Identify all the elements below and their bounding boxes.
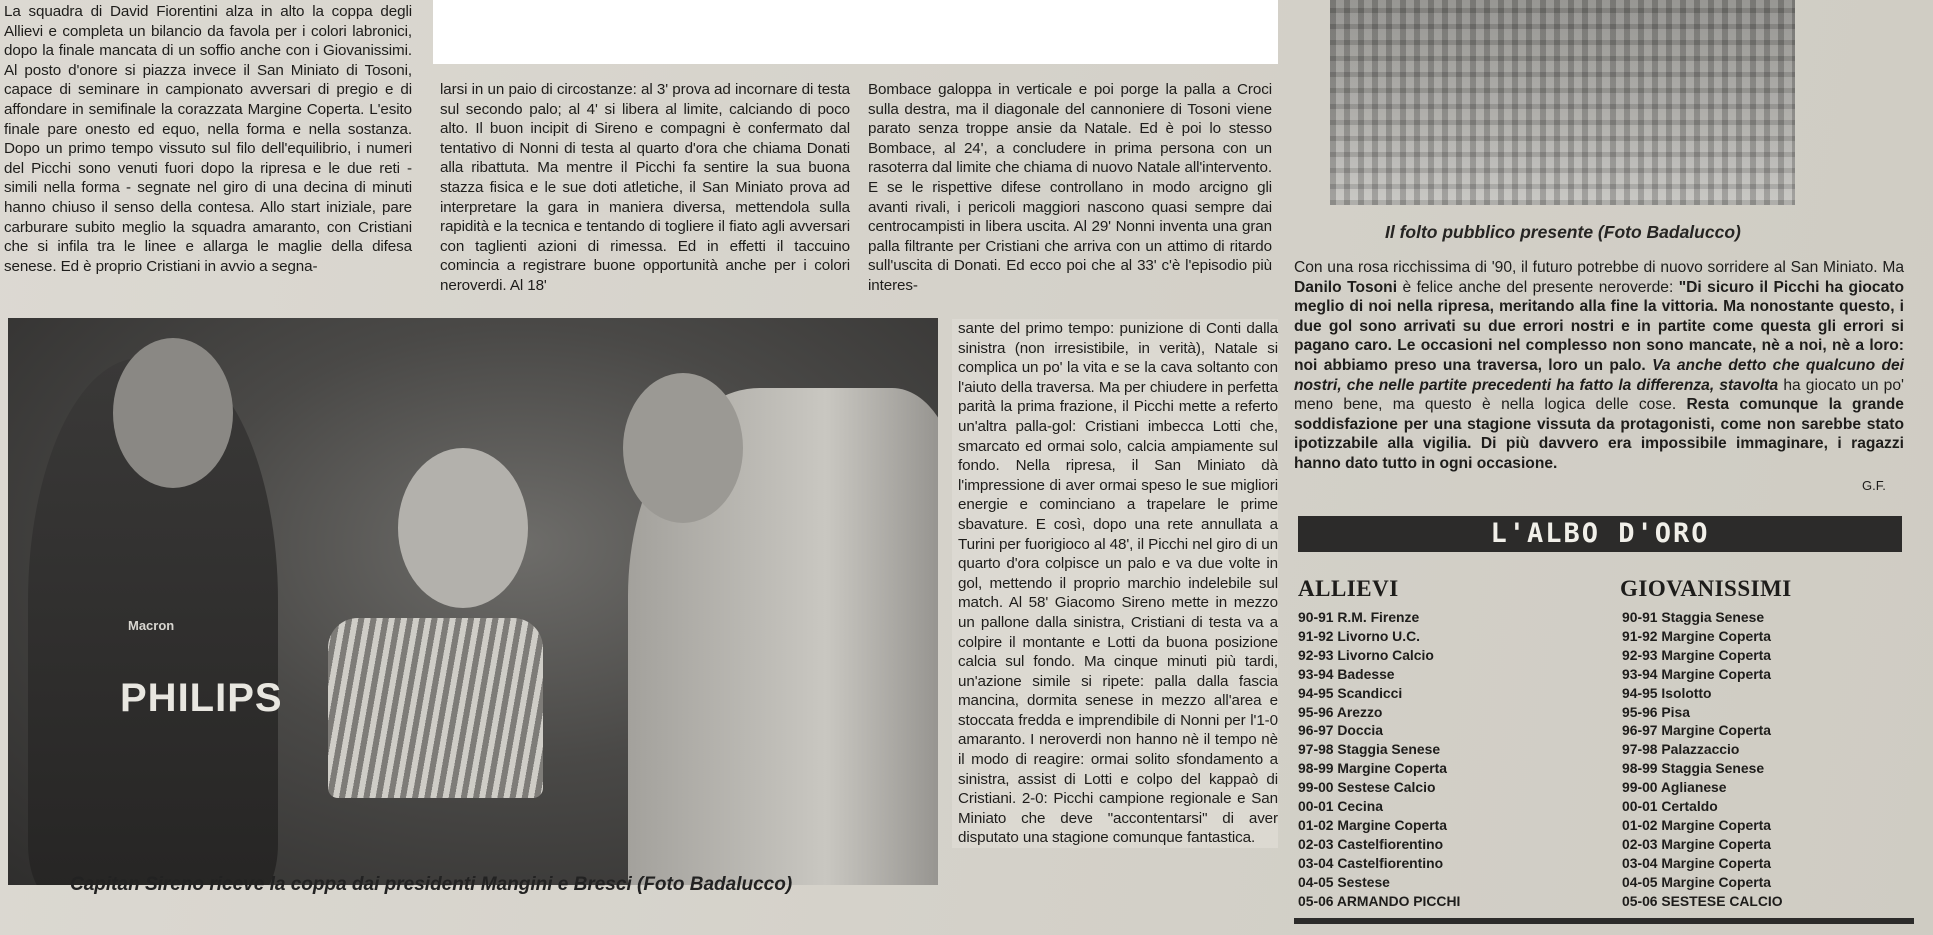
list-item: 90-91 R.M. Firenze <box>1298 609 1420 625</box>
giovanissimi-heading: GIOVANISSIMI <box>1620 576 1792 601</box>
list-item: 04-05 Margine Coperta <box>1622 873 1771 890</box>
list-item: 99-00 Aglianese <box>1622 779 1727 796</box>
interview-quote-2: Va anche detto che qualcuno dei nostri, che nelle partite precedenti ha fatto la differenza, stavolta <box>1294 356 1904 394</box>
list-item: 04-05 Sestese <box>1298 873 1390 890</box>
list-item: 01-02 Margine Coperta <box>1622 816 1771 833</box>
list-item: 94-95 Isolotto <box>1622 684 1712 701</box>
list-item: 91-92 Livorno U.C. <box>1298 627 1420 644</box>
player-head <box>113 338 233 488</box>
list-item: 03-04 Castelfiorentino <box>1298 854 1444 871</box>
list-item: 05-06 SESTESE CALCIO <box>1622 892 1783 909</box>
president-2-head <box>623 373 743 523</box>
coach-interview <box>1294 258 1904 474</box>
list-item: 96-97 Doccia <box>1298 722 1383 739</box>
interview-intro: Con una rosa ricchissima di '90, il futuro potrebbe di nuovo sorridere al San Miniato. Ma <box>1294 259 1904 276</box>
trophy-photo <box>8 318 938 885</box>
photo-caption-crowd: Il folto pubblico presente (Foto Badalucco) <box>1385 222 1741 242</box>
list-item: 02-03 Margine Coperta <box>1622 835 1771 852</box>
jersey-sponsor: PHILIPS <box>120 676 283 720</box>
coach-name: Danilo Tosoni <box>1294 278 1398 296</box>
divider <box>1294 918 1914 924</box>
interview-quote-3: Resta comunque la grande soddisfazione per una stagione vissuta da protagonisti, come non sarebbe stato ipotizzabile alla vigilia. Di più davvero era impossibile immaginare, i ragazzi hanno dato tutto in ogni occasione. <box>1294 396 1904 472</box>
list-item: 02-03 Castelfiorentino <box>1298 835 1444 852</box>
interview-intro-2: è felice anche del presente neroverde: <box>1397 278 1679 296</box>
list-item: 00-01 Certaldo <box>1622 798 1718 815</box>
list-item: 92-93 Margine Coperta <box>1622 646 1771 663</box>
blank-area <box>433 0 1278 64</box>
list-item: 91-92 Margine Coperta <box>1622 627 1771 644</box>
president-head <box>398 448 528 608</box>
list-item: 93-94 Badesse <box>1298 665 1395 682</box>
interview-quote-3a: ha giocato un po' meno bene, ma questo è nella logica delle cose. <box>1294 376 1904 414</box>
list-item: 99-00 Sestese Calcio <box>1298 779 1436 796</box>
allievi-list <box>1298 608 1598 911</box>
list-item: 95-96 Arezzo <box>1298 703 1383 720</box>
author-signature: G.F. <box>1862 478 1886 493</box>
article-column-3: Bombace galoppa in verticale e poi porge la palla a Croci sulla destra, ma il diagonale del cannoniere di Tosoni viene parato senza troppe ansie da Natale. Ed è poi lo stesso Bombace, al 24', a concludere in prima persona con un rasoterra dal limite che chiama di nuovo Natale all'intervento. E se le rispettive difese controllano in modo arcigno gli avanti rivali, i pericoli maggiori nascono quasi sempre dai centrocampisti in libera uscita. Al 29' Nonni inventa una gran palla filtrante per Cristiani che arriva con un attimo di ritardo sull'uscita di Donati. Ed ecco poi che al 33' c'è l'episodio più interes- <box>868 81 1272 294</box>
list-item: 95-96 Pisa <box>1622 703 1690 720</box>
list-item: 00-01 Cecina <box>1298 798 1383 815</box>
article-column-1: La squadra di David Fiorentini alza in alto la coppa degli Allievi e completa un bilancio da favola per i colori labronici, dopo la finale mancata di un soffio anche con i Giovanissimi. Al posto d'onore si piazza invece il San Miniato di Tosoni, capace di seminare in campionato avversari di pregio e di affondare in semifinale la corazzata Margine Coperta. L'esito finale pare onesto ed equo, nella forma e nella sostanza. Dopo un primo tempo vissuto sul filo dell'equilibrio, i numeri del Picchi sono venuti fuori dopo la ripresa e le due reti - simili nella forma - segnate nel giro di una decina di minuti hanno chiuso il senso della contesa. Allo start iniziale, pare carburare subito meglio la squadra amaranto, con Cristiani che si infila tra le linee e allarga le maglie della difesa senese. Ed è proprio Cristiani in avvio a segna- <box>4 3 412 275</box>
photo-caption-trophy: Capitan Sireno riceve la coppa dai presidenti Mangini e Bresci (Foto Badalucco) <box>70 874 793 895</box>
list-item: 92-93 Livorno Calcio <box>1298 646 1434 663</box>
list-item: 94-95 Scandicci <box>1298 684 1403 701</box>
list-item: 93-94 Margine Coperta <box>1622 665 1771 682</box>
list-item: 98-99 Staggia Senese <box>1622 760 1765 777</box>
list-item: 03-04 Margine Coperta <box>1622 854 1771 871</box>
list-item: 96-97 Margine Coperta <box>1622 722 1771 739</box>
giovanissimi-list <box>1622 608 1902 911</box>
crowd-photo <box>1330 0 1795 205</box>
list-item: 05-06 ARMANDO PICCHI <box>1298 892 1461 909</box>
list-item: 01-02 Margine Coperta <box>1298 816 1447 833</box>
list-item: 98-99 Margine Coperta <box>1298 760 1447 777</box>
article-column-2: larsi in un paio di circostanze: al 3' prova ad incornare di testa sul secondo palo; al 4' si libera al limite, calciando di poco alto. Il buon incipit di Sireno e compagni è confermato dal tentativo di Nonni di testa al quarto d'ora che chiama Donati alla ribattuta. Ma mentre il Picchi fa sentire la sua buona stazza fisica e le sue doti atletiche, il San Miniato prova ad interpretare la gara in maniera diversa, mettendola sulla rapidità e la tecnica e tentando di togliere il fiato agli avversari con taglienti azioni di rimessa. Ed in effetti il taccuino comincia a registrare buone opportunità anche per i colori neroverdi. Al 18' <box>440 81 850 294</box>
jersey-brand: Macron <box>128 618 175 633</box>
trophy <box>328 618 543 798</box>
list-item: 97-98 Palazzaccio <box>1622 741 1740 758</box>
list-item: 90-91 Staggia Senese <box>1622 609 1765 625</box>
interview-quote-1: "Di sicuro il Picchi ha giocato meglio di noi nella ripresa, meritando alla fine la vittoria. Ma nonostante questo, i due gol sono arrivati su due errori nostri e in partite come questa gli errori si pagano caro. Le occasioni nel complesso non sono mancate, nè a noi, nè a loro: noi abbiamo preso una traversa, loro un palo. <box>1294 278 1904 374</box>
albo-doro-title: L'ALBO D'ORO <box>1298 516 1902 552</box>
list-item: 97-98 Staggia Senese <box>1298 741 1441 758</box>
article-column-3-continued: sante del primo tempo: punizione di Conti dalla sinistra (non irresistibile, in verità), Natale si complica un po' la vita e se la cava soltanto con l'aiuto della traversa. Ma per chiudere in perfetta parità la prima frazione, il Picchi mette a referto un'altra palla-gol: Cristiani imbecca Lotti che, smarcato ed ormai solo, calcia ampiamente sul fondo. Nella ripresa, il San Miniato dà l'impressione di aver ormai speso le sue migliori energie e cominciano a trapelare le prime sbavature. E così, dopo una rete annullata a Turini per fuorigioco al 48', il Picchi nel giro di un quarto d'ora colpisce un palo e va due volte in gol, mettendo il proprio marchio indelebile sul match. Al 58' Giacomo Sireno mette in mezzo un pallone dalla sinistra, Cristiani di testa va a colpire il montante e Lotti da buona posizione calcia sul fondo. Ma cinque minuti più tardi, un'azione simile si ripete: palla dalla fascia mancina, dormita senese in mezzo all'area e stoccata fredda e imprendibile di Nonni per l'1-0 amaranto. I neroverdi non hanno nè il tempo nè il modo di reagire: ormai solito sfondamento a sinistra, assist di Lotti e colpo del kappaò di Cristiani. 2-0: Picchi campione regionale e San Miniato che deve "accontentarsi" di aver disputato una stagione comunque fantastica. <box>952 319 1278 848</box>
allievi-heading: ALLIEVI <box>1298 576 1399 601</box>
